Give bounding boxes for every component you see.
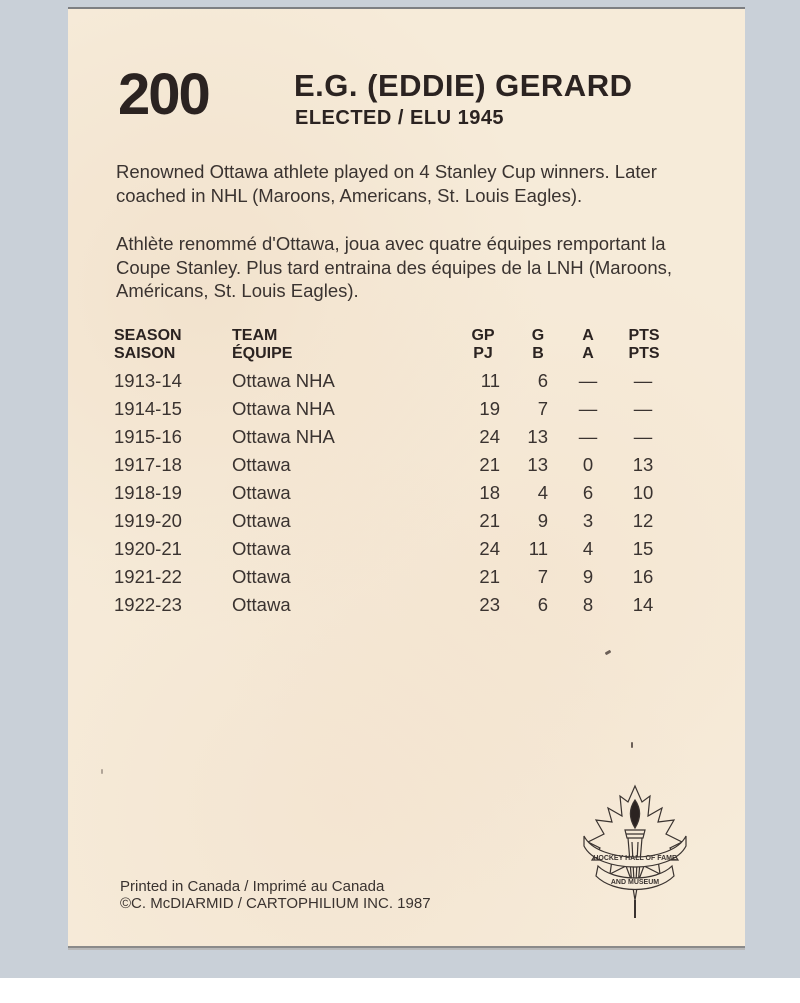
- cell-a: 9: [582, 566, 594, 587]
- player-name: E.G. (EDDIE) GERARD: [294, 68, 633, 103]
- print-speck: [101, 769, 103, 774]
- print-speck: [605, 650, 612, 656]
- cell-team: Ottawa: [232, 510, 291, 531]
- cell-g: 13: [527, 426, 548, 447]
- cell-gp: 24: [479, 538, 500, 559]
- cell-gp: 21: [479, 566, 500, 587]
- table-row: [114, 535, 674, 563]
- cell-g: 11: [528, 538, 548, 559]
- cell-season: 1921-22: [114, 566, 182, 587]
- cell-g: 7: [537, 566, 548, 587]
- cell-season: 1913-14: [114, 370, 182, 391]
- stats-header-row: [114, 327, 674, 367]
- election-year: ELECTED / ELU 1945: [295, 107, 505, 129]
- cell-gp: 21: [479, 454, 500, 475]
- cell-pts: 13: [632, 454, 654, 475]
- cell-g: 13: [527, 454, 548, 475]
- copyright-line: ©C. McDIARMID / CARTOPHILIUM INC. 1987: [120, 895, 431, 912]
- cell-a: 4: [582, 538, 594, 559]
- cell-pts: —: [633, 370, 653, 391]
- cell-pts: 15: [632, 538, 654, 559]
- career-stats-table: [114, 327, 674, 619]
- cell-g: 4: [537, 482, 548, 503]
- cell-pts: 16: [632, 566, 654, 587]
- cell-pts: 14: [632, 594, 654, 615]
- table-row: [114, 507, 674, 535]
- header-assists: A A: [582, 327, 594, 362]
- header-points: PTS PTS: [628, 327, 660, 362]
- cell-pts: —: [633, 398, 653, 419]
- cell-team: Ottawa: [232, 538, 291, 559]
- cell-g: 7: [537, 398, 548, 419]
- cell-g: 9: [537, 510, 548, 531]
- header-goals: G B: [531, 327, 545, 362]
- cell-team: Ottawa: [232, 482, 291, 503]
- hall-of-fame-logo-icon: [578, 782, 693, 922]
- printed-in-canada: Printed in Canada / Imprimé au Canada: [120, 878, 385, 895]
- cell-pts: 10: [632, 482, 654, 503]
- print-speck: [631, 742, 633, 748]
- cell-season: 1917-18: [114, 454, 182, 475]
- cell-a: 0: [582, 454, 594, 475]
- cell-a: 8: [582, 594, 594, 615]
- cell-g: 6: [537, 594, 548, 615]
- cell-season: 1920-21: [114, 538, 182, 559]
- table-row: [114, 451, 674, 479]
- copyright-footer: [120, 878, 431, 912]
- cell-a: —: [578, 426, 598, 447]
- cell-team: Ottawa NHA: [232, 370, 335, 391]
- cell-team: Ottawa NHA: [232, 398, 335, 419]
- header-team: TEAM ÉQUIPE: [232, 327, 293, 362]
- cell-gp: 19: [479, 398, 500, 419]
- cell-team: Ottawa NHA: [232, 426, 335, 447]
- svg-text:HOCKEY HALL OF FAME: HOCKEY HALL OF FAME: [593, 855, 677, 862]
- cell-team: Ottawa: [232, 454, 291, 475]
- cell-a: 6: [582, 482, 594, 503]
- table-row: [114, 367, 674, 395]
- cell-team: Ottawa: [232, 594, 291, 615]
- table-row: [114, 479, 674, 507]
- bio-french: Athlète renommé d'Ottawa, joua avec quatre équipes remportant la Coupe Stanley. Plus tard entraina des équipes de la LNH (Maroons, Américans, St. Louis Eagles).: [116, 233, 673, 301]
- cell-gp: 21: [479, 510, 500, 531]
- cell-season: 1914-15: [114, 398, 182, 419]
- cell-gp: 18: [479, 482, 500, 503]
- cell-a: 3: [582, 510, 594, 531]
- cell-season: 1915-16: [114, 426, 182, 447]
- table-row: [114, 395, 674, 423]
- hockey-card-back: [68, 7, 745, 948]
- cell-gp: 23: [479, 594, 500, 615]
- cell-season: 1918-19: [114, 482, 182, 503]
- table-row: [114, 591, 674, 619]
- cell-g: 6: [537, 370, 548, 391]
- cell-season: 1922-23: [114, 594, 182, 615]
- cell-a: —: [578, 370, 598, 391]
- card-number: 200: [118, 62, 209, 127]
- header-season: SEASON SAISON: [114, 327, 182, 362]
- table-row: [114, 563, 674, 591]
- cell-season: 1919-20: [114, 510, 182, 531]
- bio-english: Renowned Ottawa athlete played on 4 Stanley Cup winners. Later coached in NHL (Maroons, Americans, St. Louis Eagles).: [116, 161, 657, 206]
- svg-text:AND MUSEUM: AND MUSEUM: [610, 879, 660, 886]
- cell-a: —: [578, 398, 598, 419]
- header-games-played: GP PJ: [471, 327, 495, 362]
- cell-gp: 11: [480, 370, 500, 391]
- cell-pts: —: [633, 426, 653, 447]
- cell-gp: 24: [479, 426, 500, 447]
- cell-pts: 12: [632, 510, 654, 531]
- cell-team: Ottawa: [232, 566, 291, 587]
- table-row: [114, 423, 674, 451]
